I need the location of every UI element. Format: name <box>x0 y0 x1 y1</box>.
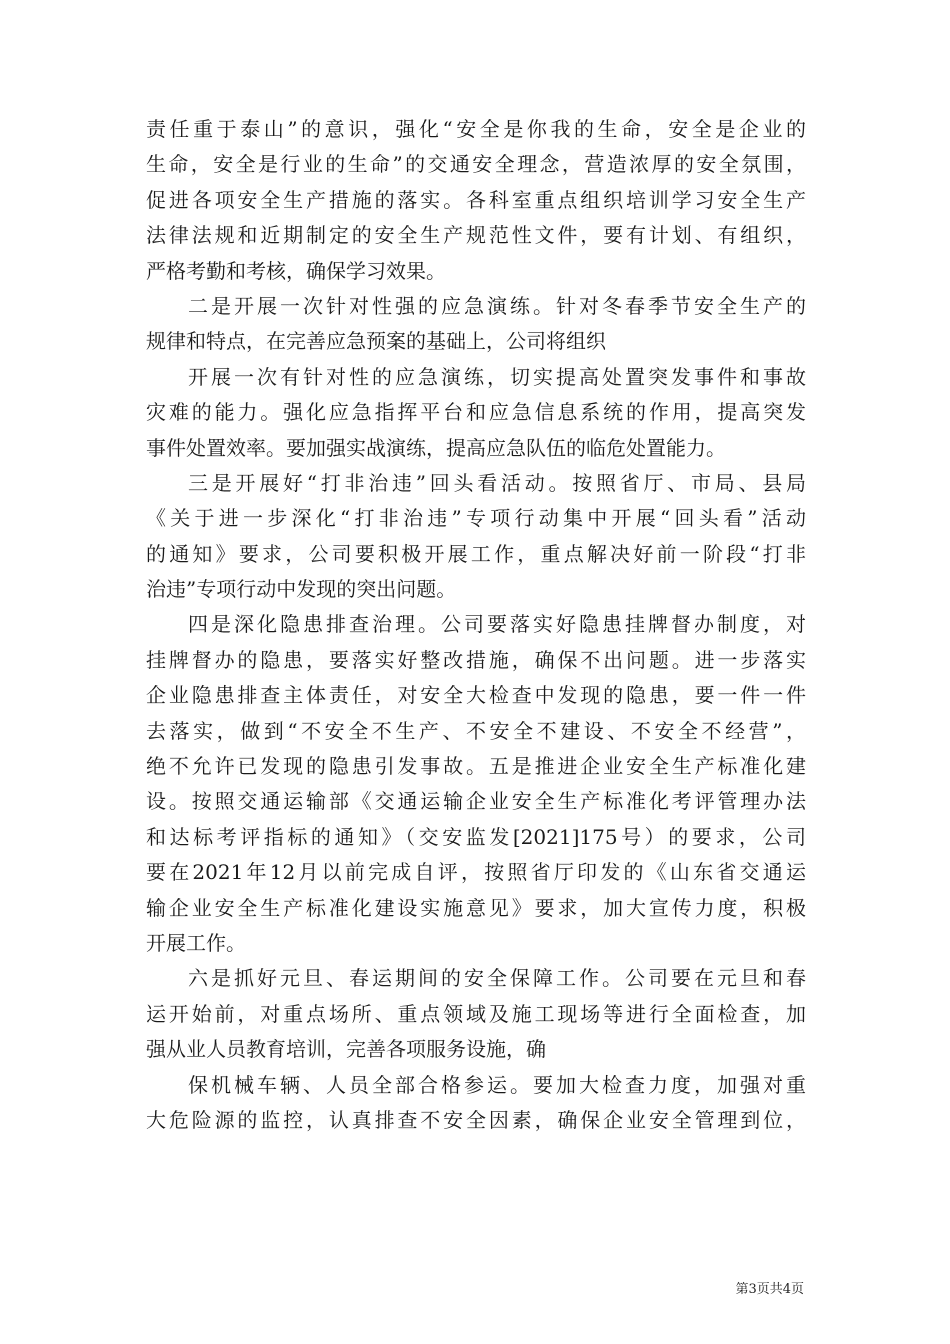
text-line: 企业隐患排查主体责任，对安全大检查中发现的隐患，要一件一件 <box>146 683 806 708</box>
text-line: 挂牌督办的隐患，要落实好整改措施，确保不出问题。进一步落实 <box>146 647 806 672</box>
text-line: 责任重于泰山”的意识，强化“安全是你我的生命，安全是企业的 <box>146 117 806 141</box>
text-line: 促进各项安全生产措施的落实。各科室重点组织培训学习安全生产 <box>146 187 806 212</box>
text-line: 输企业安全生产标准化建设实施意见》要求，加大宣传力度，积极 <box>146 895 806 920</box>
text-line: 灾难的能力。强化应急指挥平台和应急信息系统的作用，提高突发 <box>146 400 806 425</box>
text-line: 大危险源的监控，认真排查不安全因素，确保企业安全管理到位， <box>146 1107 806 1132</box>
text-line: 治违”专项行动中发现的突出问题。 <box>146 577 457 602</box>
text-line: 去落实，做到“不安全不生产、不安全不建设、不安全不经营”， <box>146 718 806 743</box>
page-number: 第3页共4页 <box>735 1282 804 1297</box>
text-line: 二是开展一次针对性强的应急演练。针对冬春季节安全生产的 <box>188 293 806 318</box>
text-line: 运开始前，对重点场所、重点领域及施工现场等进行全面检查，加 <box>146 1001 806 1026</box>
text-line: 绝不允许已发现的隐患引发事故。五是推进企业安全生产标准化建 <box>146 754 806 779</box>
text-line: 《关于进一步深化“打非治违”专项行动集中开展“回头看”活动 <box>146 506 806 531</box>
text-line: 设。按照交通运输部《交通运输企业安全生产标准化考评管理办法 <box>146 789 806 814</box>
text-line: 规律和特点，在完善应急预案的基础上，公司将组织 <box>146 329 606 354</box>
text-line: 的通知》要求，公司要积极开展工作，重点解决好前一阶段“打非 <box>146 541 806 566</box>
text-line: 和达标考评指标的通知》（交安监发[2021]175号）的要求，公司 <box>146 824 806 849</box>
text-line: 三是开展好“打非治违”回头看活动。按照省厅、市局、县局 <box>188 470 806 495</box>
text-line: 法律法规和近期制定的安全生产规范性文件，要有计划、有组织， <box>146 223 806 248</box>
text-line: 开展一次有针对性的应急演练，切实提高处置突发事件和事故 <box>188 364 806 389</box>
text-line: 事件处置效率。要加强实战演练，提高应急队伍的临危处置能力。 <box>146 435 726 460</box>
text-line: 生命，安全是行业的生命”的交通安全理念，营造浓厚的安全氛围， <box>146 152 806 177</box>
text-line: 要在2021年12月以前完成自评，按照省厅印发的《山东省交通运 <box>146 860 806 885</box>
text-line: 严格考勤和考核，确保学习效果。 <box>146 258 446 283</box>
text-line: 强从业人员教育培训，完善各项服务设施，确 <box>146 1037 546 1062</box>
text-line: 开展工作。 <box>146 930 246 955</box>
body-text <box>146 112 806 1138</box>
text-line: 保机械车辆、人员全部合格参运。要加大检查力度，加强对重 <box>188 1072 806 1097</box>
text-line: 六是抓好元旦、春运期间的安全保障工作。公司要在元旦和春 <box>188 966 806 991</box>
text-line: 四是深化隐患排查治理。公司要落实好隐患挂牌督办制度，对 <box>188 612 806 637</box>
